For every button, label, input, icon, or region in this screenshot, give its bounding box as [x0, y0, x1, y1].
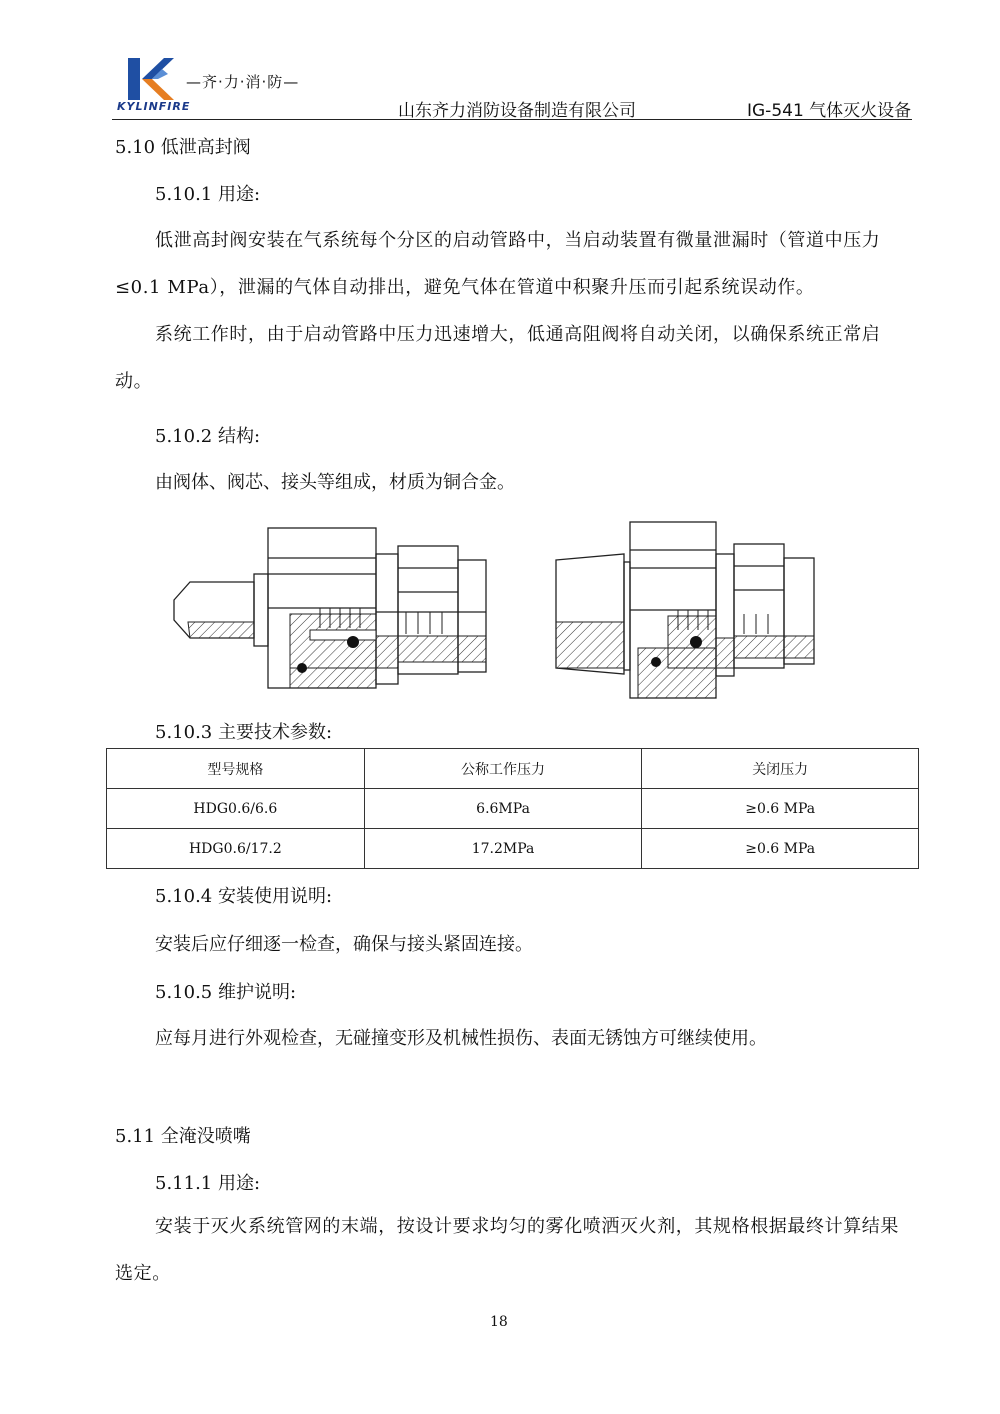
table-cell: 17.2MPa: [364, 829, 642, 869]
section-title-5-11: 5.11 全淹没喷嘴: [115, 1126, 251, 1147]
usage-paragraph-1: 低泄高封阀安装在气系统每个分区的启动管路中，当启动装置有微量泄漏时（管道中压力≤0.1 MPa），泄漏的气体自动排出，避免气体在管道中积聚升压而引起系统误动作。: [115, 230, 881, 298]
usage-paragraph-5-11: 安装于灭火系统管网的末端，按设计要求均匀的雾化喷洒灭火剂，其规格根据最终计算结果选定。: [115, 1216, 899, 1284]
maintain-text: 应每月进行外观检查，无碰撞变形及机械性损伤、表面无锈蚀方可继续使用。: [155, 1028, 767, 1049]
logo-brand: KYLINFIRE: [117, 100, 191, 113]
usage-paragraph-2: 系统工作时，由于启动管路中压力迅速增大，低通高阻阀将自动关闭，以确保系统正常启动。: [115, 324, 881, 392]
table-cell: 6.6MPa: [364, 789, 642, 829]
table-header-row: [107, 749, 919, 789]
section-title-5-10: 5.10 低泄高封阀: [115, 137, 251, 158]
subsection-usage-title: 5.10.1 用途:: [155, 184, 261, 205]
header-divider: [112, 119, 912, 120]
header-product: IG-541 气体灭火设备: [747, 101, 912, 121]
subsection-structure-title: 5.10.2 结构:: [155, 426, 261, 447]
table-cell: ≥0.6 MPa: [642, 829, 919, 869]
install-text: 安装后应仔细逐一检查，确保与接头紧固连接。: [155, 934, 533, 955]
table-row: [107, 789, 919, 829]
table-cell: ≥0.6 MPa: [642, 789, 919, 829]
structure-text: 由阀体、阀芯、接头等组成，材质为铜合金。: [155, 472, 515, 493]
spec-table: [106, 748, 919, 869]
subsection-usage-title-5-11: 5.11.1 用途:: [155, 1173, 261, 1194]
page-number: 18: [490, 1314, 508, 1330]
table-cell: HDG0.6/6.6: [107, 789, 365, 829]
table-header-cell: 型号规格: [107, 749, 365, 789]
subsection-maintain-title: 5.10.5 维护说明:: [155, 982, 297, 1003]
table-header-cell: 关闭压力: [642, 749, 919, 789]
subsection-install-title: 5.10.4 安装使用说明:: [155, 886, 333, 907]
logo-slogan: —齐·力·消·防—: [186, 73, 300, 91]
valve-drawing-left: [170, 518, 492, 702]
table-cell: HDG0.6/17.2: [107, 829, 365, 869]
valve-drawing-right: [548, 518, 820, 702]
subsection-params-title: 5.10.3 主要技术参数:: [155, 722, 333, 743]
table-header-cell: 公称工作压力: [364, 749, 642, 789]
table-row: [107, 829, 919, 869]
header-company: 山东齐力消防设备制造有限公司: [398, 101, 636, 121]
company-logo-icon: [128, 58, 174, 100]
